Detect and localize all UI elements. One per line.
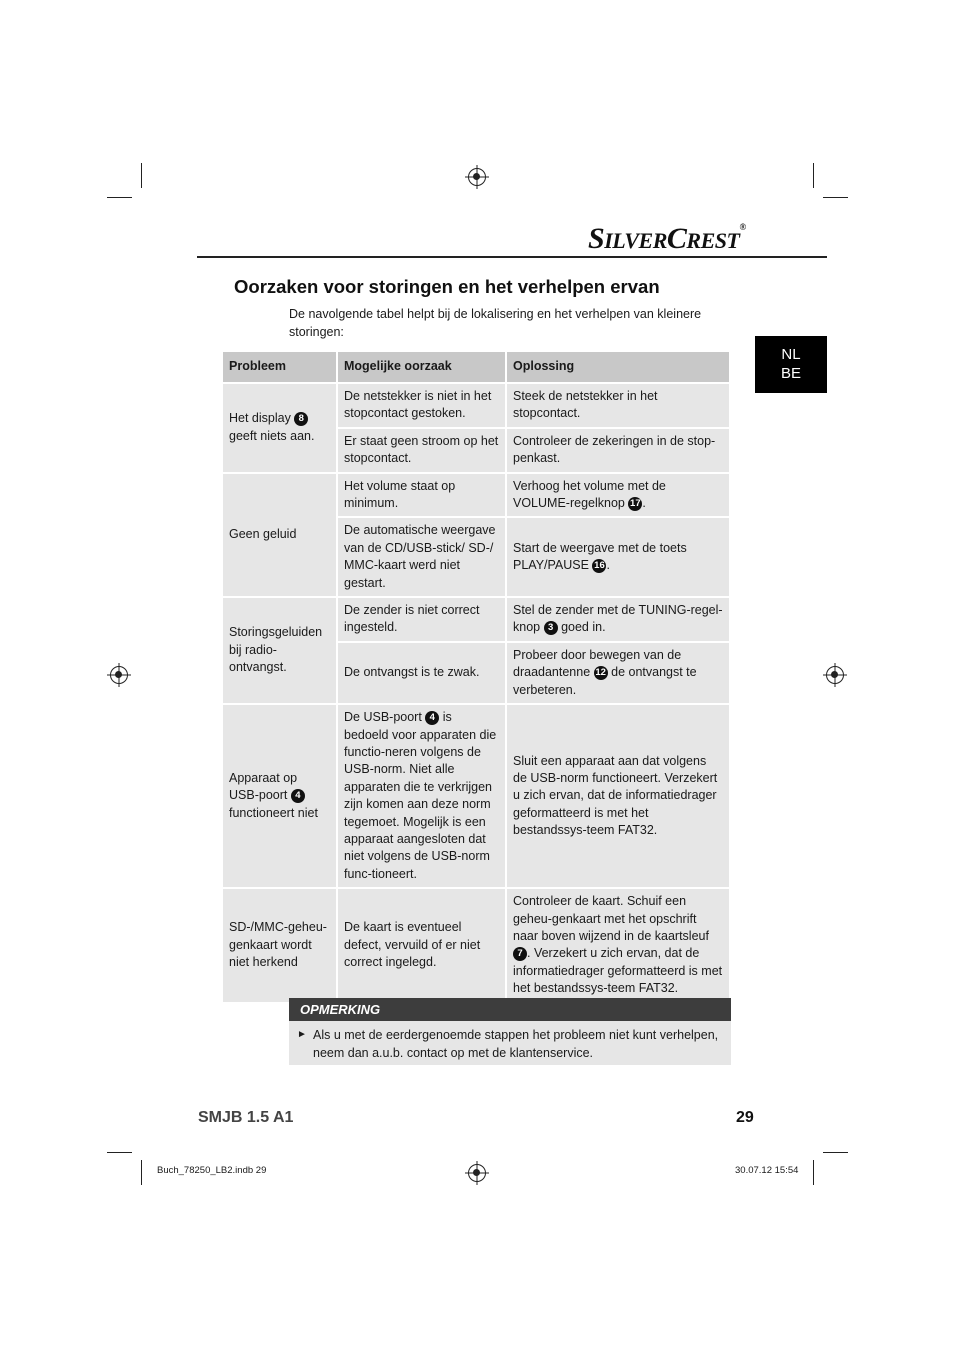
crop-mark (107, 197, 132, 198)
problem-cell: Het display 8 geeft niets aan. (222, 383, 337, 473)
problem-cell: SD-/MMC-geheu-genkaart wordt niet herkend (222, 888, 337, 1002)
crop-mark (813, 1160, 814, 1185)
cause-cell: De netstekker is niet in het stopcontact gestoken. (337, 383, 506, 428)
registration-mark-icon (468, 168, 486, 186)
language-tab-be: BE (780, 365, 801, 382)
note-text: Als u met de eerdergenoemde stappen het probleem niet kunt verhelpen, neem dan a.u.b. contact op met de klantenservice. (313, 1028, 719, 1060)
header-rule (197, 256, 827, 258)
part-number-badge: 8 (294, 412, 308, 426)
crop-mark (823, 197, 848, 198)
registration-mark-icon (110, 666, 128, 684)
part-number-badge: 7 (513, 947, 527, 961)
crop-mark (141, 1160, 142, 1185)
print-slug-date: 30.07.12 15:54 (735, 1165, 799, 1176)
model-name: SMJB 1.5 A1 (198, 1109, 294, 1126)
crop-mark (813, 163, 814, 188)
table-row (222, 704, 730, 888)
part-number-badge: 4 (291, 789, 305, 803)
page-title: Oorzaken voor storingen en het verhelpen ervan (234, 276, 660, 297)
print-slug-file: Buch_78250_LB2.indb 29 (157, 1165, 267, 1176)
problem-cell: Apparaat op USB-poort 4 functioneert niet (222, 704, 337, 888)
registration-mark-icon (826, 666, 844, 684)
crop-mark (107, 1152, 132, 1153)
solution-cell: Controleer de zekeringen in de stop-penkast. (506, 428, 730, 473)
intro-text: De navolgende tabel helpt bij de lokalisering en het verhelpen van kleinere storingen: (289, 307, 702, 339)
solution-cell: Verhoog het volume met de VOLUME-regelknop 17 . (506, 473, 730, 518)
cause-cell: Het volume staat op minimum. (337, 473, 506, 518)
bullet-arrow-icon: ► (297, 1029, 307, 1040)
solution-cell: Stel de zender met de TUNING-regel-knop 3 goed in. (506, 597, 730, 642)
header-problem: Probleem (222, 351, 337, 383)
solution-cell: Sluit een apparaat aan dat volgens de USB-norm functioneert. Verzekert u zich ervan, dat de informatiedrager geformatteerd is met het bestandssys-teem FAT32. (506, 704, 730, 888)
table-row (222, 597, 730, 642)
note-heading: OPMERKING (289, 998, 731, 1021)
solution-cell: Controleer de kaart. Schuif een geheu-genkaart met het opschrift naar boven wijzend in de kaartsleuf 7 . Verzekert u zich ervan, dat de informatiedrager geformatteerd is met het bestandssys-teem FAT32. (506, 888, 730, 1002)
table-row (222, 888, 730, 1002)
cause-cell: De automatische weergave van de CD/USB-stick/ SD-/ MMC-kaart werd niet gestart. (337, 517, 506, 597)
header-solution: Oplossing (506, 351, 730, 383)
page-number: 29 (736, 1109, 754, 1126)
problem-cell: Geen geluid (222, 473, 337, 597)
language-tab-nl: NL (781, 346, 801, 363)
language-tab (755, 336, 827, 393)
note-body (289, 1021, 731, 1065)
cause-cell: De ontvangst is te zwak. (337, 642, 506, 704)
crop-mark (141, 163, 142, 188)
part-number-badge: 12 (595, 666, 606, 678)
part-number-badge: 3 (544, 621, 558, 635)
crop-mark (823, 1152, 848, 1153)
cause-cell: De kaart is eventueel defect, vervuild of er niet correct ingelegd. (337, 888, 506, 1002)
solution-cell: Probeer door bewegen van de draadantenne 12 de ontvangst te verbeteren. (506, 642, 730, 704)
cause-cell: Er staat geen stroom op het stopcontact. (337, 428, 506, 473)
header-cause: Mogelijke oorzaak (337, 351, 506, 383)
brand-logo: SILVERCREST® (588, 222, 746, 255)
table-header-row (222, 351, 730, 383)
cause-cell: De zender is niet correct ingesteld. (337, 597, 506, 642)
part-number-badge: 17 (630, 497, 641, 509)
troubleshooting-table (221, 350, 731, 1004)
part-number-badge: 16 (594, 559, 605, 571)
part-number-badge: 4 (425, 711, 439, 725)
registration-mark-icon (468, 1164, 486, 1182)
solution-cell: Steek de netstekker in het stopcontact. (506, 383, 730, 428)
problem-cell: Storingsgeluiden bij radio-ontvangst. (222, 597, 337, 704)
cause-cell: De USB-poort 4 is bedoeld voor apparaten die functio-neren volgens de USB-norm. Niet alle apparaten die te verkrijgen zijn komen aan deze norm tegemoet. Mogelijk is een apparaat aangesloten dat niet volgens de USB-norm func-tioneert. (337, 704, 506, 888)
table-row (222, 383, 730, 428)
table-row (222, 473, 730, 518)
solution-cell: Start de weergave met de toets PLAY/PAUSE 16 . (506, 517, 730, 597)
